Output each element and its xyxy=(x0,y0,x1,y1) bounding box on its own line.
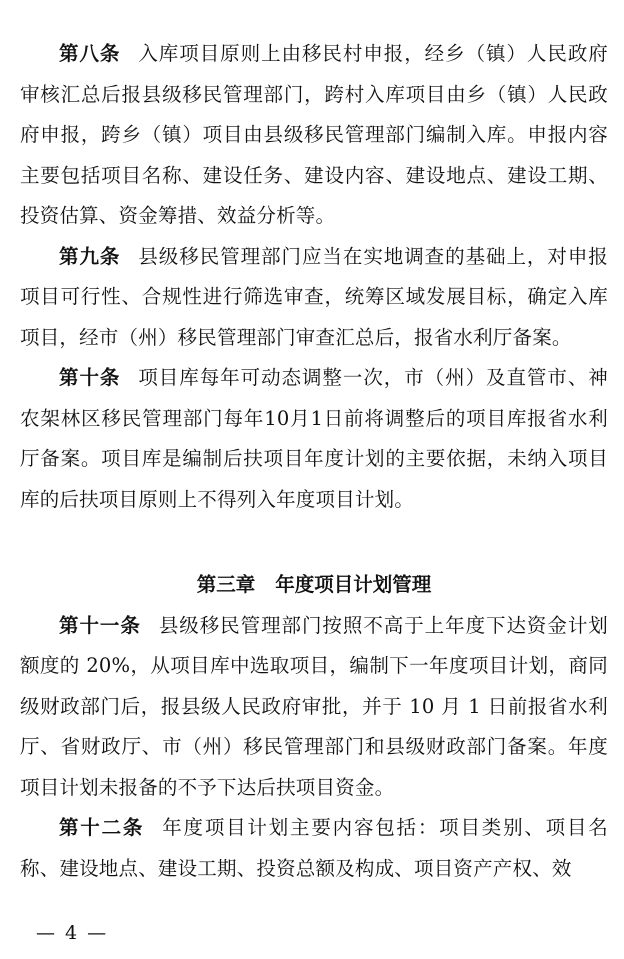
article-label: 第八条 xyxy=(59,42,121,65)
article-9 xyxy=(20,237,608,359)
article-label: 第十条 xyxy=(59,366,121,389)
document-page xyxy=(20,34,608,889)
article-label: 第九条 xyxy=(59,244,121,268)
article-text: 入库项目原则上由移民村申报，经乡（镇）人民政府审核汇总后报县级移民管理部门，跨村入库项目由乡（镇）人民政府申报，跨乡（镇）项目由县级移民管理部门编制入库。申报内容主要包括项目名称、建设任务、建设内容、建设地点、建设工期、投资估算、资金筹措、效益分析等。 xyxy=(20,42,608,227)
chapter-heading xyxy=(20,565,608,606)
chapter-title: 年度项目计划管理 xyxy=(275,573,432,596)
article-label: 第十二条 xyxy=(59,816,145,839)
article-12 xyxy=(20,808,608,889)
article-10 xyxy=(20,358,608,520)
page-number: — 4 — xyxy=(36,922,109,944)
article-text: 项目库每年可动态调整一次，市（州）及直管市、神农架林区移民管理部门每年10月1日前将调整后的项目库报省水利厅备案。项目库是编制后扶项目年度计划的主要依据，未纳入项目库的后扶项目原则上不得列入年度项目计划。 xyxy=(20,366,608,511)
article-8 xyxy=(20,34,608,237)
article-text: 县级移民管理部门应当在实地调查的基础上，对申报项目可行性、合规性进行筛选审查，统筹区域发展目标，确定入库项目，经市（州）移民管理部门审查汇总后，报省水利厅备案。 xyxy=(20,244,608,349)
article-text: 县级移民管理部门按照不高于上年度下达资金计划额度的 20%，从项目库中选取项目，编制下一年度项目计划，商同级财政部门后，报县级人民政府审批，并于 10 月 1 日前报省水利厅、省财政厅、市（州）移民管理部门和县级财政部门备案。年度项目计划未报备的不予下达后扶项目资金。 xyxy=(20,613,608,799)
article-text: 年度项目计划主要内容包括：项目类别、项目名称、建设地点、建设工期、投资总额及构成、项目资产产权、效 xyxy=(20,816,608,880)
chapter-number: 第三章 xyxy=(196,573,256,596)
article-11 xyxy=(20,606,608,809)
article-label: 第十一条 xyxy=(59,613,141,637)
